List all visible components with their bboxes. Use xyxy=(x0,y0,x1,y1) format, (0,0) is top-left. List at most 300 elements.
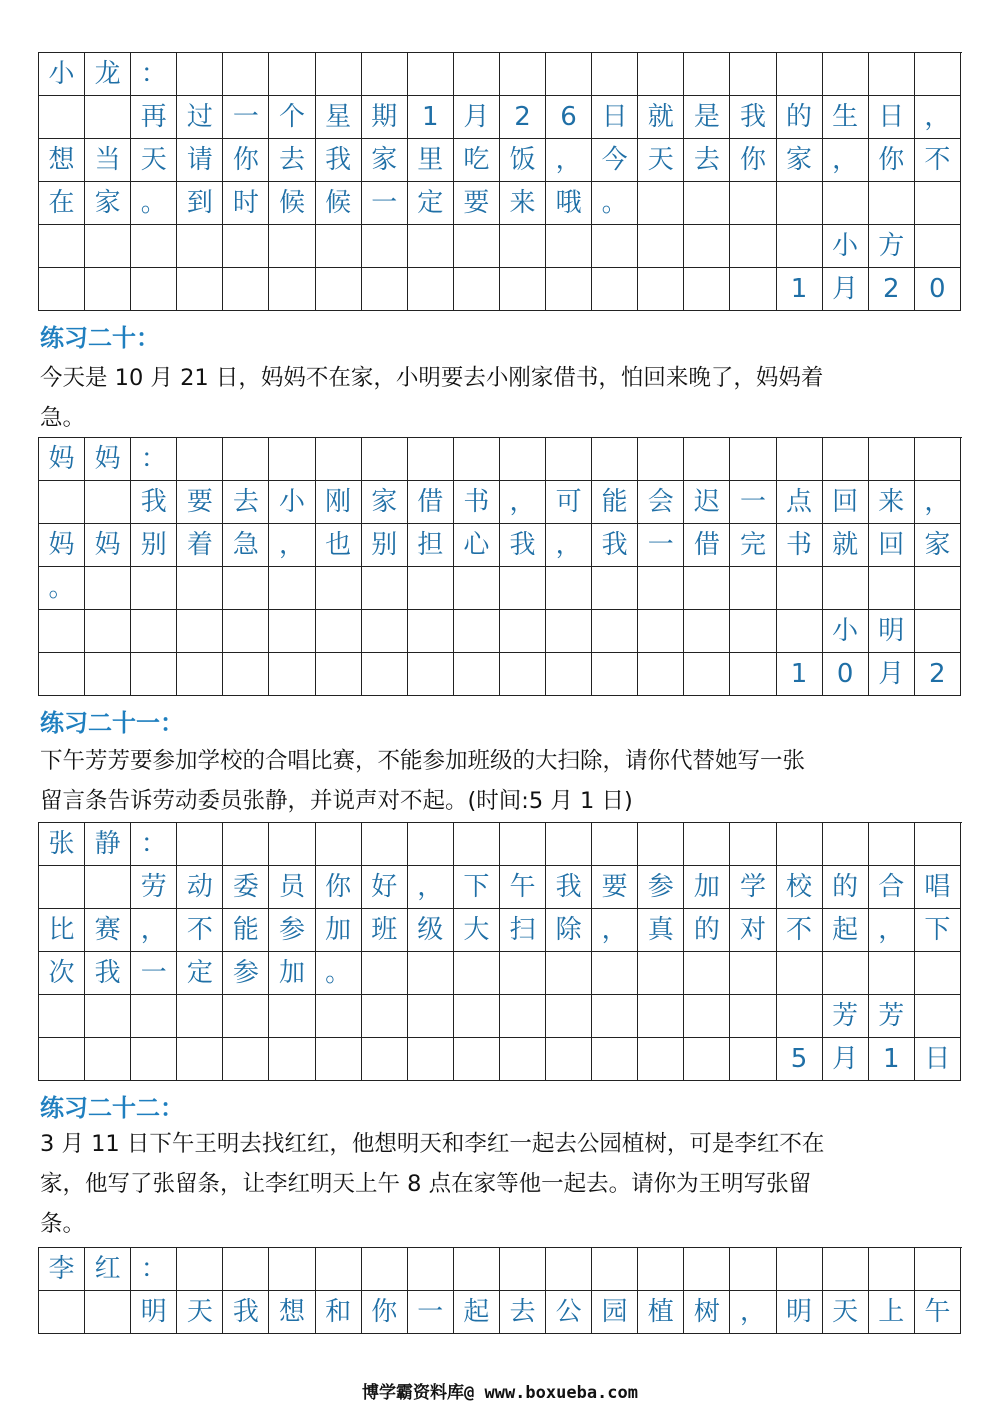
grid-cell xyxy=(869,1248,915,1291)
grid-cell xyxy=(592,1038,638,1081)
grid-cell xyxy=(777,610,823,653)
grid-cell xyxy=(546,823,592,866)
grid-cell: 我 xyxy=(131,481,177,524)
footer-watermark: 博学霸资料库@ www.boxueba.com xyxy=(362,1383,638,1403)
grid-cell: 我 xyxy=(85,952,131,995)
grid-cell xyxy=(592,823,638,866)
grid-row xyxy=(39,823,962,866)
grid-cell: 月 xyxy=(869,653,915,696)
grid-cell: 红 xyxy=(85,1248,131,1291)
grid-cell: 书 xyxy=(454,481,500,524)
grid-cell xyxy=(915,225,961,268)
grid-cell: 级 xyxy=(408,909,454,952)
grid-cell xyxy=(684,438,730,481)
grid-cell: 我 xyxy=(223,1291,269,1334)
grid-cell xyxy=(592,995,638,1038)
grid-cell: 天 xyxy=(638,139,684,182)
grid-row xyxy=(39,225,962,268)
grid-cell: 定 xyxy=(177,952,223,995)
grid-cell: 静 xyxy=(85,823,131,866)
grid-cell: 扫 xyxy=(500,909,546,952)
grid-cell xyxy=(730,567,776,610)
grid-cell: 时 xyxy=(223,182,269,225)
grid-cell xyxy=(823,182,869,225)
grid-cell: 家 xyxy=(362,139,408,182)
grid-cell: 1 xyxy=(777,653,823,696)
grid-cell: 合 xyxy=(869,866,915,909)
grid-cell: 想 xyxy=(269,1291,315,1334)
grid-cell: 天 xyxy=(131,139,177,182)
grid-cell: 小 xyxy=(39,53,85,96)
grid-cell: 我 xyxy=(546,866,592,909)
grid-cell xyxy=(269,1248,315,1291)
grid-cell xyxy=(362,567,408,610)
grid-cell: 明 xyxy=(131,1291,177,1334)
grid-cell: 参 xyxy=(638,866,684,909)
grid-cell xyxy=(362,995,408,1038)
grid-cell: ： xyxy=(131,1248,177,1291)
grid-cell: 日 xyxy=(592,96,638,139)
grid-cell: 加 xyxy=(269,952,315,995)
grid-cell xyxy=(85,96,131,139)
grid-cell: 张 xyxy=(39,823,85,866)
prompt-line: 下午芳芳要参加学校的合唱比赛，不能参加班级的大扫除，请你代替她写一张 xyxy=(40,748,806,774)
grid-cell: 对 xyxy=(730,909,776,952)
grid-cell: 次 xyxy=(39,952,85,995)
grid-cell: 校 xyxy=(777,866,823,909)
grid-cell xyxy=(546,1038,592,1081)
grid-cell xyxy=(316,53,362,96)
grid-cell: 1 xyxy=(408,96,454,139)
grid-cell: 借 xyxy=(408,481,454,524)
grid-cell xyxy=(39,1291,85,1334)
grid-cell: ， xyxy=(408,866,454,909)
grid-cell xyxy=(546,952,592,995)
grid-cell: 回 xyxy=(869,524,915,567)
grid-cell xyxy=(869,952,915,995)
grid-cell xyxy=(730,610,776,653)
grid-cell: 和 xyxy=(316,1291,362,1334)
grid-row xyxy=(39,139,962,182)
grid-cell xyxy=(592,53,638,96)
grid-cell xyxy=(638,567,684,610)
grid-cell: ： xyxy=(131,438,177,481)
grid-cell xyxy=(777,53,823,96)
prompt-line: 留言条告诉劳动委员张静，并说声对不起。(时间:5 月 1 日) xyxy=(40,788,633,814)
grid-cell: 我 xyxy=(500,524,546,567)
grid-cell xyxy=(408,438,454,481)
grid-cell: 一 xyxy=(223,96,269,139)
grid-cell xyxy=(85,866,131,909)
grid-cell xyxy=(269,823,315,866)
writing-grid-3 xyxy=(38,822,962,1081)
grid-cell xyxy=(39,225,85,268)
grid-cell xyxy=(316,1248,362,1291)
grid-cell xyxy=(638,1038,684,1081)
grid-cell xyxy=(684,653,730,696)
grid-cell: 不 xyxy=(915,139,961,182)
grid-cell xyxy=(177,995,223,1038)
grid-cell: 一 xyxy=(638,524,684,567)
grid-cell xyxy=(362,438,408,481)
grid-row xyxy=(39,567,962,610)
grid-cell xyxy=(39,268,85,311)
grid-cell xyxy=(223,567,269,610)
grid-cell xyxy=(177,53,223,96)
grid-cell: 明 xyxy=(869,610,915,653)
grid-cell xyxy=(223,438,269,481)
grid-cell xyxy=(85,567,131,610)
grid-cell xyxy=(592,567,638,610)
grid-row xyxy=(39,524,962,567)
grid-cell xyxy=(684,225,730,268)
grid-cell: 除 xyxy=(546,909,592,952)
grid-cell xyxy=(730,268,776,311)
grid-cell xyxy=(500,53,546,96)
grid-cell: 你 xyxy=(362,1291,408,1334)
grid-row xyxy=(39,952,962,995)
grid-cell xyxy=(223,53,269,96)
grid-cell: 明 xyxy=(777,1291,823,1334)
grid-cell xyxy=(823,567,869,610)
grid-cell: ： xyxy=(131,53,177,96)
grid-cell: 6 xyxy=(546,96,592,139)
grid-cell xyxy=(546,1248,592,1291)
grid-cell xyxy=(454,1248,500,1291)
grid-cell xyxy=(269,610,315,653)
grid-cell: 候 xyxy=(269,182,315,225)
grid-cell xyxy=(454,995,500,1038)
grid-cell: 起 xyxy=(454,1291,500,1334)
grid-cell xyxy=(408,1248,454,1291)
grid-cell xyxy=(316,995,362,1038)
grid-cell: 生 xyxy=(823,96,869,139)
exercise-prompt-20 xyxy=(40,358,965,438)
grid-cell xyxy=(269,438,315,481)
grid-cell: ， xyxy=(546,139,592,182)
grid-cell xyxy=(131,268,177,311)
grid-cell: 日 xyxy=(869,96,915,139)
grid-cell xyxy=(454,53,500,96)
grid-cell xyxy=(454,952,500,995)
grid-cell: ， xyxy=(546,524,592,567)
grid-row xyxy=(39,995,962,1038)
grid-cell: 公 xyxy=(546,1291,592,1334)
grid-cell xyxy=(592,268,638,311)
grid-cell xyxy=(823,53,869,96)
grid-cell: 你 xyxy=(869,139,915,182)
grid-cell: 下 xyxy=(915,909,961,952)
grid-cell: 的 xyxy=(684,909,730,952)
grid-cell: 你 xyxy=(223,139,269,182)
grid-cell xyxy=(500,823,546,866)
grid-cell xyxy=(454,438,500,481)
grid-cell xyxy=(454,823,500,866)
prompt-line: 条。 xyxy=(40,1211,86,1237)
writing-grid-4 xyxy=(38,1247,962,1334)
grid-cell xyxy=(408,225,454,268)
grid-cell: 大 xyxy=(454,909,500,952)
grid-cell: 小 xyxy=(823,225,869,268)
grid-cell: 。 xyxy=(39,567,85,610)
exercise-prompt-22 xyxy=(40,1124,965,1244)
grid-cell: 想 xyxy=(39,139,85,182)
grid-cell xyxy=(777,438,823,481)
grid-cell xyxy=(546,653,592,696)
grid-cell xyxy=(869,182,915,225)
grid-cell: 能 xyxy=(592,481,638,524)
grid-cell xyxy=(684,182,730,225)
grid-cell: ， xyxy=(500,481,546,524)
grid-cell: 借 xyxy=(684,524,730,567)
grid-cell: 龙 xyxy=(85,53,131,96)
grid-cell xyxy=(500,952,546,995)
grid-cell xyxy=(684,995,730,1038)
grid-cell: 起 xyxy=(823,909,869,952)
grid-cell xyxy=(269,268,315,311)
grid-cell: 加 xyxy=(684,866,730,909)
grid-cell: 急 xyxy=(223,524,269,567)
grid-cell: 委 xyxy=(223,866,269,909)
grid-cell: 李 xyxy=(39,1248,85,1291)
grid-cell xyxy=(39,96,85,139)
grid-cell xyxy=(223,823,269,866)
grid-cell xyxy=(454,610,500,653)
grid-row xyxy=(39,96,962,139)
grid-cell xyxy=(915,567,961,610)
grid-cell xyxy=(730,653,776,696)
grid-cell: 员 xyxy=(269,866,315,909)
grid-cell xyxy=(362,610,408,653)
writing-grid-1 xyxy=(38,52,962,311)
grid-cell: 日 xyxy=(915,1038,961,1081)
grid-cell: 家 xyxy=(362,481,408,524)
grid-cell: 来 xyxy=(869,481,915,524)
grid-cell: 要 xyxy=(592,866,638,909)
grid-cell xyxy=(269,567,315,610)
grid-cell xyxy=(730,438,776,481)
grid-cell xyxy=(269,653,315,696)
grid-cell xyxy=(223,610,269,653)
grid-cell xyxy=(730,225,776,268)
grid-cell xyxy=(915,53,961,96)
grid-cell xyxy=(546,610,592,653)
grid-cell xyxy=(131,1038,177,1081)
grid-cell: 我 xyxy=(316,139,362,182)
grid-cell xyxy=(269,1038,315,1081)
grid-cell xyxy=(177,225,223,268)
grid-cell: 参 xyxy=(269,909,315,952)
grid-cell xyxy=(500,567,546,610)
grid-cell: 芳 xyxy=(823,995,869,1038)
grid-cell xyxy=(316,567,362,610)
grid-cell xyxy=(500,268,546,311)
grid-cell: 。 xyxy=(316,952,362,995)
grid-cell xyxy=(823,1248,869,1291)
grid-cell xyxy=(362,653,408,696)
grid-cell xyxy=(408,952,454,995)
grid-cell xyxy=(500,1038,546,1081)
grid-cell: 天 xyxy=(177,1291,223,1334)
grid-cell xyxy=(223,1038,269,1081)
grid-row xyxy=(39,653,962,696)
grid-cell xyxy=(316,653,362,696)
grid-cell xyxy=(177,653,223,696)
grid-cell xyxy=(177,567,223,610)
grid-row xyxy=(39,481,962,524)
grid-cell: 请 xyxy=(177,139,223,182)
grid-cell: 过 xyxy=(177,96,223,139)
grid-cell xyxy=(592,653,638,696)
grid-cell xyxy=(223,653,269,696)
grid-cell xyxy=(223,995,269,1038)
grid-cell xyxy=(684,952,730,995)
grid-cell: 期 xyxy=(362,96,408,139)
grid-cell: 你 xyxy=(730,139,776,182)
grid-cell xyxy=(638,1248,684,1291)
grid-cell: 动 xyxy=(177,866,223,909)
grid-cell xyxy=(869,53,915,96)
grid-cell: ， xyxy=(730,1291,776,1334)
grid-cell: 1 xyxy=(777,268,823,311)
grid-cell xyxy=(777,567,823,610)
grid-row xyxy=(39,610,962,653)
prompt-line: 家，他写了张留条，让李红明天上午 8 点在家等他一起去。请你为王明写张留 xyxy=(40,1171,812,1197)
grid-cell xyxy=(777,823,823,866)
grid-cell xyxy=(500,610,546,653)
grid-cell: 可 xyxy=(546,481,592,524)
grid-cell xyxy=(638,53,684,96)
grid-cell xyxy=(177,823,223,866)
grid-cell: 2 xyxy=(869,268,915,311)
grid-cell: 你 xyxy=(316,866,362,909)
grid-cell: 劳 xyxy=(131,866,177,909)
grid-cell: 芳 xyxy=(869,995,915,1038)
grid-cell xyxy=(177,268,223,311)
grid-cell: 要 xyxy=(177,481,223,524)
grid-cell: 就 xyxy=(823,524,869,567)
grid-cell xyxy=(638,438,684,481)
grid-row xyxy=(39,1038,962,1081)
grid-row xyxy=(39,268,962,311)
grid-cell xyxy=(269,995,315,1038)
grid-cell xyxy=(546,225,592,268)
grid-cell xyxy=(546,268,592,311)
grid-cell: 。 xyxy=(131,182,177,225)
grid-cell xyxy=(546,53,592,96)
grid-cell xyxy=(39,610,85,653)
grid-cell xyxy=(131,995,177,1038)
grid-cell xyxy=(85,610,131,653)
grid-cell: 在 xyxy=(39,182,85,225)
grid-cell: 别 xyxy=(131,524,177,567)
grid-cell: 参 xyxy=(223,952,269,995)
grid-cell: 要 xyxy=(454,182,500,225)
grid-cell: 家 xyxy=(85,182,131,225)
grid-cell xyxy=(730,823,776,866)
grid-cell: 0 xyxy=(823,653,869,696)
grid-cell: 再 xyxy=(131,96,177,139)
grid-cell xyxy=(454,653,500,696)
grid-cell xyxy=(638,823,684,866)
grid-cell: 担 xyxy=(408,524,454,567)
grid-cell: 饭 xyxy=(500,139,546,182)
grid-cell: 的 xyxy=(777,96,823,139)
grid-cell: 去 xyxy=(684,139,730,182)
grid-cell xyxy=(85,481,131,524)
grid-cell xyxy=(85,995,131,1038)
grid-cell xyxy=(915,610,961,653)
grid-cell: 小 xyxy=(269,481,315,524)
grid-cell xyxy=(362,1038,408,1081)
grid-cell xyxy=(730,182,776,225)
grid-cell xyxy=(85,268,131,311)
grid-cell: 小 xyxy=(823,610,869,653)
grid-cell: 去 xyxy=(269,139,315,182)
grid-cell: 当 xyxy=(85,139,131,182)
grid-cell: 家 xyxy=(777,139,823,182)
grid-cell xyxy=(362,53,408,96)
grid-cell xyxy=(362,268,408,311)
grid-cell xyxy=(500,438,546,481)
grid-cell: 定 xyxy=(408,182,454,225)
grid-cell xyxy=(408,53,454,96)
grid-row xyxy=(39,866,962,909)
grid-cell xyxy=(546,567,592,610)
grid-cell xyxy=(915,952,961,995)
grid-cell xyxy=(592,952,638,995)
grid-cell xyxy=(638,952,684,995)
grid-cell xyxy=(85,1291,131,1334)
grid-cell xyxy=(546,438,592,481)
grid-cell xyxy=(777,182,823,225)
grid-cell: 上 xyxy=(869,1291,915,1334)
grid-cell xyxy=(823,438,869,481)
grid-cell: 点 xyxy=(777,481,823,524)
grid-cell xyxy=(177,438,223,481)
grid-cell: 午 xyxy=(500,866,546,909)
grid-cell: 候 xyxy=(316,182,362,225)
grid-cell: 回 xyxy=(823,481,869,524)
grid-cell xyxy=(316,438,362,481)
grid-cell: 真 xyxy=(638,909,684,952)
grid-cell xyxy=(131,225,177,268)
grid-cell: 也 xyxy=(316,524,362,567)
grid-cell xyxy=(823,952,869,995)
grid-cell: 植 xyxy=(638,1291,684,1334)
grid-cell: 星 xyxy=(316,96,362,139)
grid-cell xyxy=(39,1038,85,1081)
grid-cell: 能 xyxy=(223,909,269,952)
grid-cell xyxy=(592,610,638,653)
grid-cell: 我 xyxy=(592,524,638,567)
grid-cell: 班 xyxy=(362,909,408,952)
grid-cell: 加 xyxy=(316,909,362,952)
grid-cell: 园 xyxy=(592,1291,638,1334)
grid-cell xyxy=(223,1248,269,1291)
grid-cell: 比 xyxy=(39,909,85,952)
grid-cell xyxy=(223,268,269,311)
grid-cell xyxy=(500,1248,546,1291)
grid-cell xyxy=(454,567,500,610)
grid-cell: 着 xyxy=(177,524,223,567)
grid-cell: 吃 xyxy=(454,139,500,182)
grid-cell: 哦 xyxy=(546,182,592,225)
grid-cell: 午 xyxy=(915,1291,961,1334)
prompt-line: 3 月 11 日下午王明去找红红，他想明天和李红一起去公园植树，可是李红不在 xyxy=(40,1131,825,1157)
grid-cell xyxy=(638,610,684,653)
grid-cell: 里 xyxy=(408,139,454,182)
